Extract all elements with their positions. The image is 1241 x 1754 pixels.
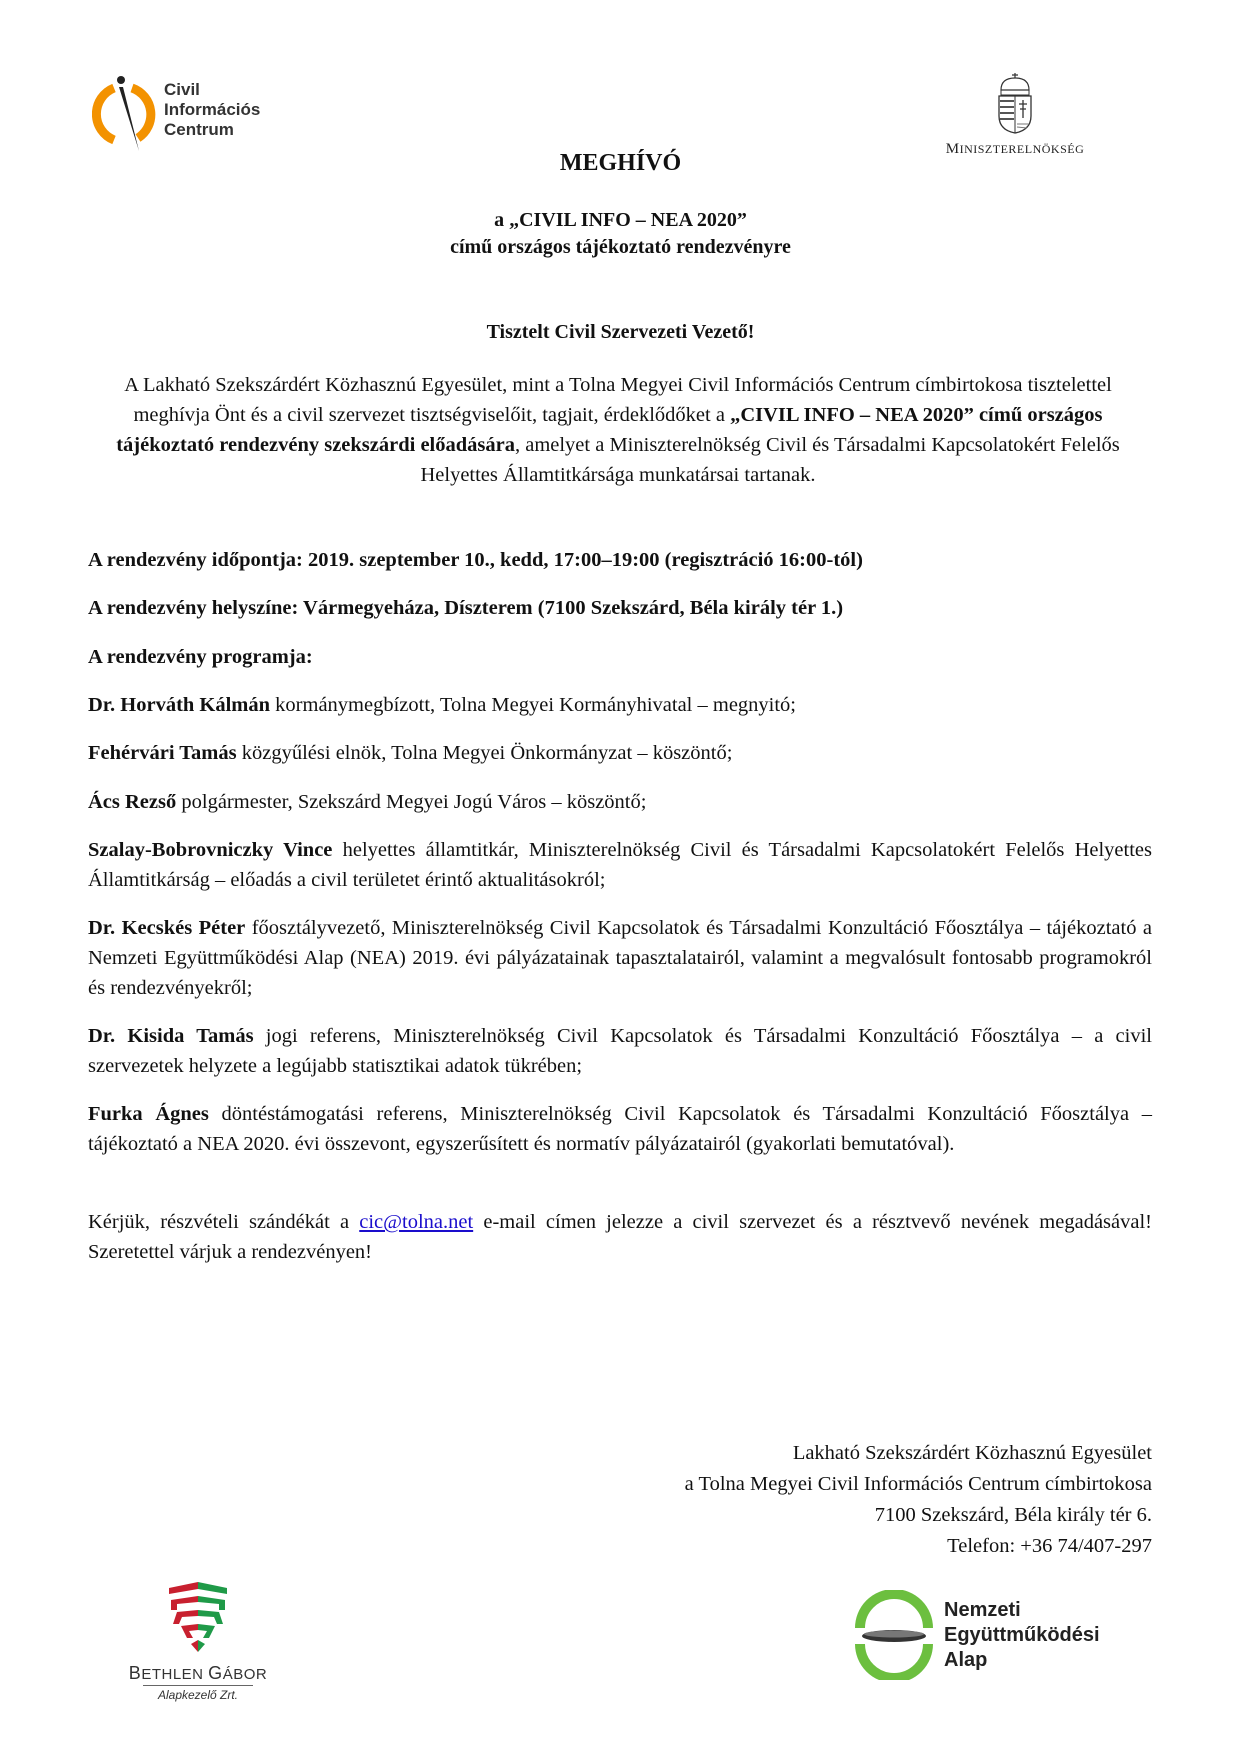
nea-logo-line: Alap [944, 1649, 988, 1671]
speaker-role: helyettes államtitkár, Miniszterelnökség Civil és Társadalmi Kapcsolatokért Felelős Helyettes Államtitkárság – előadás a civil területet érintő aktualitásokról; [88, 839, 1152, 891]
nea-logo-line: Együttműködési [944, 1624, 1100, 1646]
coat-of-arms-icon [995, 72, 1035, 134]
nea-logo-line: Nemzeti [944, 1599, 1021, 1621]
program-item [88, 690, 1152, 720]
rsvp-text: Kérjük, részvételi szándékát a [88, 1211, 360, 1233]
bethlen-shield-icon [163, 1580, 233, 1656]
signature-address: 7100 Szekszárd, Béla király tér 6. [874, 1504, 1152, 1526]
event-place: A rendezvény helyszíne: Vármegyeháza, Díszterem (7100 Szekszárd, Béla király tér 1.) [88, 597, 844, 619]
ministry-name: MINISZTERELNÖKSÉG [945, 141, 1085, 157]
speaker-name: Furka Ágnes [88, 1103, 209, 1125]
page-title: MEGHÍVÓ [559, 150, 682, 176]
cic-emblem-icon [92, 74, 162, 154]
signature-role: a Tolna Megyei Civil Információs Centrum címbirtokosa [684, 1473, 1152, 1495]
speaker-role: főosztályvezető, Miniszterelnökség Civil Kapcsolatok és Társadalmi Konzultáció Főosztálya – tájékoztató a Nemzeti Együttműködési Alap (NEA) 2019. évi pályázatainak tapasztalatairól, valamint a megvalósult fontosabb programokról és rendezvényekről; [88, 917, 1152, 999]
speaker-role: döntéstámogatási referens, Miniszterelnökség Civil Kapcsolatok és Társadalmi Konzultáció Főosztálya – tájékoztató a NEA 2020. évi összevont, egyszerűsített és normatív pályázatairól (gyakorlati bemutatóval). [88, 1103, 1152, 1155]
cic-logo-line: Információs [164, 100, 261, 119]
speaker-name: Dr. Horváth Kálmán [88, 694, 271, 716]
cic-logo-line: Civil [164, 80, 200, 99]
rsvp-text-end: e-mail címen jelezze a civil szervezet és a résztvevő nevének megadásával! Szeretettel várjuk a rendezvényen! [88, 1211, 1152, 1263]
subtitle-line-2: című országos tájékoztató rendezvényre [450, 236, 791, 258]
email-link[interactable]: cic@tolna.net [359, 1211, 474, 1233]
subtitle-line-1: a „CIVIL INFO – NEA 2020” [494, 209, 747, 231]
program-heading: A rendezvény programja: [88, 646, 313, 668]
speaker-name: Fehérvári Tamás [88, 742, 237, 764]
program-item [88, 787, 1152, 817]
nea-logo-text [944, 1598, 1100, 1673]
intro-paragraph [88, 370, 1148, 490]
event-time: A rendezvény időpontja: 2019. szeptember 10., kedd, 17:00–19:00 (regisztráció 16:00-tól) [88, 549, 863, 571]
event-subtitle [0, 207, 1241, 261]
speaker-role: polgármester, Szekszárd Megyei Jogú Város – köszöntő; [176, 791, 647, 813]
greeting: Tisztelt Civil Szervezeti Vezető! [486, 321, 755, 343]
speaker-role: jogi referens, Miniszterelnökség Civil Kapcsolatok és Társadalmi Konzultáció Főosztálya – a civil szervezetek helyzete a legújabb statisztikai adatok tükrében; [88, 1025, 1152, 1077]
bethlen-gabor-logo [118, 1580, 278, 1705]
speaker-role: kormánymegbízott, Tolna Megyei Kormányhivatal – megnyitó; [270, 694, 796, 716]
nea-emblem-icon [852, 1590, 936, 1680]
program-item [88, 1099, 1152, 1159]
intro-text: A Lakható Szekszárdért Közhasznú Egyesület, mint a Tolna Megyei Civil Információs Centrum címbirtokosa tisztelettel meghívja Önt és a civil szervezet tisztségviselőit, tagjait, érdeklődőket a [124, 374, 1112, 426]
speaker-name: Szalay-Bobrovniczky Vince [88, 839, 333, 861]
intro-text-end: , amelyet a Miniszterelnökség Civil és Társadalmi Kapcsolatokért Felelős Helyettes Államtitkársága munkatársai tartanak. [420, 434, 1120, 486]
program-item [88, 835, 1152, 895]
signature-org: Lakható Szekszárdért Közhasznú Egyesület [792, 1442, 1152, 1464]
speaker-role: közgyűlési elnök, Tolna Megyei Önkormányzat – köszöntő; [236, 742, 733, 764]
civil-informacios-centrum-logo [92, 74, 322, 154]
signature-block [685, 1438, 1152, 1562]
signature-phone: Telefon: +36 74/407-297 [947, 1535, 1152, 1557]
speaker-name: Ács Rezső [88, 791, 177, 813]
bethlen-subtitle: Alapkezelő Zrt. [143, 1685, 253, 1702]
cic-logo-text [164, 80, 260, 140]
nea-logo [852, 1590, 1152, 1680]
bethlen-name: BETHLEN GÁBOR [128, 1663, 268, 1683]
speaker-name: Dr. Kecskés Péter [88, 917, 246, 939]
rsvp-paragraph [88, 1207, 1152, 1267]
program-item [88, 1021, 1152, 1081]
program-item [88, 913, 1152, 1003]
program-item [88, 738, 1152, 768]
intro-bold-text: „CIVIL INFO – NEA 2020” című országos tájékoztató rendezvény szekszárdi előadására [116, 404, 1103, 456]
cic-logo-line: Centrum [164, 120, 234, 139]
speaker-name: Dr. Kisida Tamás [88, 1025, 254, 1047]
